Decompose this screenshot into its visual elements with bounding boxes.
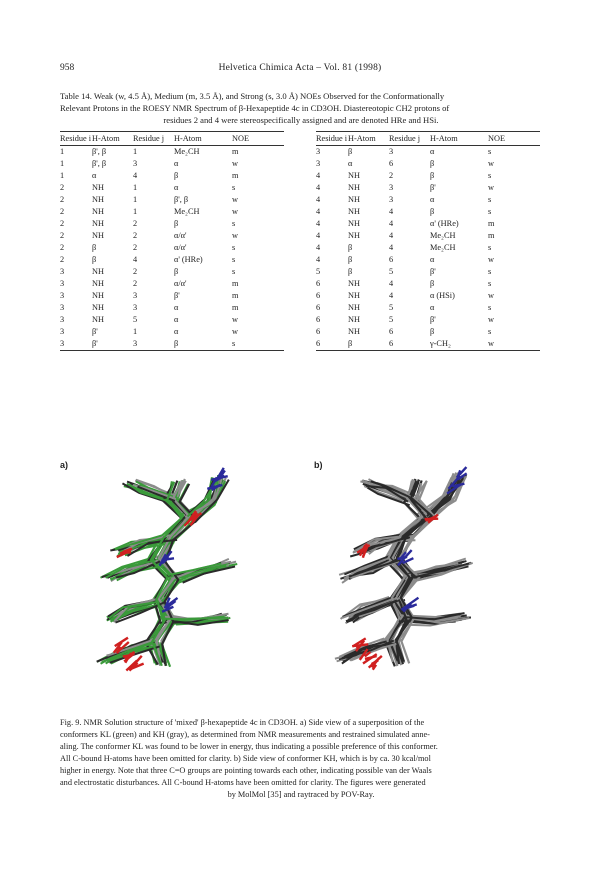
- table-cell: 3: [60, 267, 65, 276]
- figure-label-a: a): [60, 460, 69, 470]
- table-cell: β: [174, 171, 179, 180]
- figure-caption-last-line: by MolMol [35] and raytraced by POV-Ray.: [227, 790, 375, 799]
- table-cell: NH: [348, 219, 360, 228]
- table-cell: 2: [60, 195, 65, 204]
- column-header: Residue j: [389, 134, 421, 143]
- table-row: [60, 266, 284, 278]
- table-row: [316, 314, 540, 326]
- table-row: [316, 338, 540, 350]
- figure-caption-line: All C-bound H-atoms have been omitted for clarity. b) Side view of conformer KH, which is by ca. 30 kcal/mol: [60, 754, 431, 763]
- table-cell: w: [488, 291, 494, 300]
- table-cell: 1: [133, 195, 138, 204]
- table-cell: 1: [133, 207, 138, 216]
- table-cell: 1: [133, 147, 138, 156]
- table-cell: 2: [133, 231, 138, 240]
- table-cell: s: [488, 243, 492, 252]
- table-cell: α (HSi): [430, 291, 455, 300]
- table-row: [60, 290, 284, 302]
- table-cell: NH: [348, 303, 360, 312]
- table-cell: α: [92, 171, 97, 180]
- table-cell: NH: [92, 315, 104, 324]
- table-cell: 3: [389, 147, 394, 156]
- molecule-structure-b: [300, 460, 496, 680]
- table-cell: s: [488, 171, 492, 180]
- table-cell: 2: [60, 255, 65, 264]
- table-cell: α/α': [174, 279, 187, 288]
- table-cell: w: [488, 255, 494, 264]
- table-cell: 2: [389, 171, 394, 180]
- table-row: [60, 230, 284, 242]
- table-row: [60, 146, 284, 158]
- table-cell: β': [174, 291, 180, 300]
- table-cell: 2: [133, 219, 138, 228]
- figure-caption-line: conformers KL (green) and KH (gray), as determined from NMR measurements and restrained simulated anne-: [60, 730, 430, 739]
- table-cell: 5: [133, 315, 138, 324]
- table-row: [316, 302, 540, 314]
- table-cell: β: [348, 243, 353, 252]
- table-row: [316, 254, 540, 266]
- table-cell: α/α': [174, 243, 187, 252]
- table-row: [316, 290, 540, 302]
- table-cell: 3: [133, 159, 138, 168]
- table-row: [316, 242, 540, 254]
- table-cell: 3: [60, 303, 65, 312]
- figure-caption-line: higher in energy. Note that three C=O groups are pointing towards each other, indicating possible van der Waals: [60, 766, 432, 775]
- table-cell: 3: [60, 339, 65, 348]
- table-cell: 2: [60, 231, 65, 240]
- table-cell: 4: [389, 291, 394, 300]
- table-row: [60, 194, 284, 206]
- table-cell: 5: [389, 267, 394, 276]
- table-cell: w: [488, 183, 494, 192]
- table-cell: 4: [389, 219, 394, 228]
- table-row: [316, 218, 540, 230]
- table-cell: 5: [316, 267, 321, 276]
- table-bottom-rule: [60, 350, 284, 351]
- table-cell: β': [92, 339, 98, 348]
- table-row: [60, 254, 284, 266]
- table-cell: 2: [133, 243, 138, 252]
- figure-panel-b: [300, 460, 496, 680]
- table-cell: NH: [92, 219, 104, 228]
- table-cell: w: [488, 315, 494, 324]
- table-row: [60, 182, 284, 194]
- table-row: [316, 182, 540, 194]
- table-cell: s: [488, 207, 492, 216]
- table-row: [316, 266, 540, 278]
- table-cell: 1: [60, 171, 65, 180]
- table-cell: s: [488, 279, 492, 288]
- table-cell: s: [232, 255, 236, 264]
- table-cell: w: [232, 207, 238, 216]
- table-cell: NH: [92, 303, 104, 312]
- table-caption-line-1: Table 14. Weak (w, 4.5 Å), Medium (m, 3.5 Å), and Strong (s, 3.0 Å) NOEs Observed for the Conformationally: [60, 91, 445, 101]
- table-cell: s: [232, 219, 236, 228]
- table-row: [316, 230, 540, 242]
- table-cell: 4: [316, 207, 321, 216]
- table-cell: m: [488, 231, 495, 240]
- table-cell: β: [348, 339, 353, 348]
- table-cell: 2: [60, 183, 65, 192]
- column-header: NOE: [488, 134, 506, 143]
- table-cell: 4: [316, 243, 321, 252]
- table-cell: 4: [316, 255, 321, 264]
- table-cell: m: [232, 303, 239, 312]
- table-cell: 4: [316, 183, 321, 192]
- table-cell: NH: [92, 291, 104, 300]
- table-cell: 6: [316, 303, 321, 312]
- table-cell: 3: [389, 183, 394, 192]
- table-cell: 4: [133, 255, 138, 264]
- table-row: [60, 170, 284, 182]
- table-cell: β': [92, 327, 98, 336]
- column-header: Residue i: [60, 134, 92, 143]
- table-cell: β: [174, 339, 179, 348]
- table-row: [316, 194, 540, 206]
- table-cell: 1: [60, 147, 65, 156]
- table-cell: α: [348, 159, 353, 168]
- table-cell: 4: [389, 279, 394, 288]
- table-cell: m: [232, 147, 239, 156]
- table-row: [316, 158, 540, 170]
- table-cell: m: [232, 291, 239, 300]
- table-cell: β: [92, 243, 97, 252]
- table-cell: β', β: [92, 159, 107, 168]
- table-cell: Me₂CH: [174, 147, 200, 156]
- journal-title: Helvetica Chimica Acta – Vol. 81 (1998): [218, 63, 382, 73]
- table-row: [316, 146, 540, 158]
- table-row: [60, 326, 284, 338]
- table-cell: NH: [92, 267, 104, 276]
- table-row: [316, 326, 540, 338]
- table-header-row: [316, 132, 540, 145]
- table-cell: β: [430, 279, 435, 288]
- table-cell: 6: [316, 339, 321, 348]
- table-cell: 6: [389, 255, 394, 264]
- table-row: [316, 206, 540, 218]
- table-cell: m: [488, 219, 495, 228]
- table-cell: s: [488, 327, 492, 336]
- table-cell: 3: [133, 339, 138, 348]
- table-row: [316, 170, 540, 182]
- table-cell: Me₂CH: [430, 231, 456, 240]
- table-cell: Me₂CH: [430, 243, 456, 252]
- table-cell: β: [92, 255, 97, 264]
- table-cell: w: [488, 159, 494, 168]
- column-header: Residue i: [316, 134, 348, 143]
- table-cell: 3: [60, 279, 65, 288]
- figure-caption: [60, 717, 542, 801]
- table-cell: α: [174, 327, 179, 336]
- noe-table-left: [60, 131, 284, 351]
- table-cell: s: [232, 183, 236, 192]
- table-cell: 6: [389, 339, 394, 348]
- table-cell: w: [488, 339, 494, 348]
- table-cell: α: [174, 159, 179, 168]
- noe-table-right: [316, 131, 540, 351]
- table-row: [316, 278, 540, 290]
- table-cell: w: [232, 159, 238, 168]
- table-cell: 3: [133, 291, 138, 300]
- column-header: H-Atom: [92, 134, 120, 143]
- table-cell: β: [430, 159, 435, 168]
- table-cell: 2: [60, 219, 65, 228]
- table-cell: α: [430, 303, 435, 312]
- table-cell: NH: [348, 315, 360, 324]
- table-row: [60, 278, 284, 290]
- table-cell: m: [232, 171, 239, 180]
- table-row: [60, 302, 284, 314]
- page-number: 958: [60, 63, 75, 73]
- table-cell: NH: [348, 279, 360, 288]
- table-caption-line-2: Relevant Protons in the ROESY NMR Spectrum of β-Hexapeptide 4c in CD3OH. Diastereotopic CH2 protons of: [60, 103, 450, 113]
- figure-caption-line: aling. The conformer KL was found to be lower in energy, thus indicating a possible preference of this conformer.: [60, 742, 438, 751]
- table-cell: 4: [316, 219, 321, 228]
- table-cell: β: [348, 267, 353, 276]
- table-cell: s: [488, 267, 492, 276]
- table-row: [60, 242, 284, 254]
- table-cell: NH: [92, 183, 104, 192]
- table-cell: w: [232, 315, 238, 324]
- table-cell: 4: [133, 171, 138, 180]
- column-header: H-Atom: [174, 134, 202, 143]
- table-cell: NH: [92, 279, 104, 288]
- table-cell: 3: [133, 303, 138, 312]
- table-caption-line-3: residues 2 and 4 were stereospecifically assigned and are denoted HRe and HSi.: [163, 115, 439, 125]
- table-row: [60, 206, 284, 218]
- table-cell: 3: [60, 315, 65, 324]
- molecule-structure-a: [60, 460, 256, 680]
- table-row: [60, 218, 284, 230]
- table-cell: NH: [92, 207, 104, 216]
- table-cell: w: [232, 195, 238, 204]
- table-cell: w: [232, 231, 238, 240]
- table-cell: β', β: [174, 195, 189, 204]
- table-cell: α' (HRe): [430, 219, 459, 228]
- table-cell: β': [430, 315, 436, 324]
- table-cell: s: [232, 339, 236, 348]
- figure-caption-line: and electrostatic disturbances. All C-bound H-atoms have been omitted for clarity. The figures were generated: [60, 778, 426, 787]
- table-cell: NH: [348, 327, 360, 336]
- table-cell: w: [232, 327, 238, 336]
- page-header: [60, 63, 540, 77]
- table-cell: β: [174, 267, 179, 276]
- table-cell: 4: [316, 195, 321, 204]
- table-row: [60, 158, 284, 170]
- table-cell: 2: [60, 207, 65, 216]
- table-cell: s: [232, 243, 236, 252]
- table-cell: β: [430, 327, 435, 336]
- figure-caption-line: Fig. 9. NMR Solution structure of 'mixed' β-hexapeptide 4c in CD3OH. a) Side view of a superposition of the: [60, 718, 425, 727]
- table-cell: 6: [389, 159, 394, 168]
- figure-label-b: b): [314, 460, 323, 470]
- table-cell: 4: [389, 207, 394, 216]
- table-cell: NH: [348, 183, 360, 192]
- table-cell: 1: [133, 327, 138, 336]
- table-cell: β: [430, 207, 435, 216]
- table-cell: s: [232, 267, 236, 276]
- table-cell: β: [430, 171, 435, 180]
- table-header-row: [60, 132, 284, 145]
- table-cell: α: [430, 255, 435, 264]
- table-cell: 5: [389, 303, 394, 312]
- table-cell: β', β: [92, 147, 107, 156]
- table-cell: NH: [348, 171, 360, 180]
- table-caption: [60, 90, 542, 126]
- table-cell: 1: [60, 159, 65, 168]
- table-cell: 2: [60, 243, 65, 252]
- table-cell: 4: [316, 171, 321, 180]
- table-cell: 2: [133, 279, 138, 288]
- table-cell: 4: [389, 231, 394, 240]
- table-row: [60, 314, 284, 326]
- table-cell: 6: [316, 291, 321, 300]
- table-cell: β: [348, 147, 353, 156]
- column-header: Residue j: [133, 134, 165, 143]
- table-cell: 1: [133, 183, 138, 192]
- table-cell: 6: [389, 327, 394, 336]
- table-cell: 3: [60, 327, 65, 336]
- table-cell: 3: [316, 159, 321, 168]
- table-cell: α' (HRe): [174, 255, 203, 264]
- table-cell: α: [174, 303, 179, 312]
- column-header: H-Atom: [348, 134, 376, 143]
- table-cell: 3: [389, 195, 394, 204]
- table-cell: m: [232, 279, 239, 288]
- column-header: H-Atom: [430, 134, 458, 143]
- table-cell: β': [430, 183, 436, 192]
- table-cell: 3: [60, 291, 65, 300]
- table-cell: 5: [389, 315, 394, 324]
- table-bottom-rule: [316, 350, 540, 351]
- table-cell: s: [488, 303, 492, 312]
- table-cell: 4: [316, 231, 321, 240]
- table-cell: α: [174, 183, 179, 192]
- table-cell: NH: [348, 195, 360, 204]
- table-cell: α: [174, 315, 179, 324]
- table-row: [60, 338, 284, 350]
- figure-panel-a: [60, 460, 256, 680]
- table-cell: 4: [389, 243, 394, 252]
- table-cell: 6: [316, 315, 321, 324]
- table-cell: NH: [348, 291, 360, 300]
- table-cell: s: [488, 195, 492, 204]
- table-cell: α: [430, 195, 435, 204]
- table-cell: Me₂CH: [174, 207, 200, 216]
- table-cell: β': [430, 267, 436, 276]
- column-header: NOE: [232, 134, 250, 143]
- table-cell: 6: [316, 327, 321, 336]
- table-cell: α: [430, 147, 435, 156]
- table-cell: NH: [348, 231, 360, 240]
- table-cell: 6: [316, 279, 321, 288]
- table-cell: β: [348, 255, 353, 264]
- table-cell: NH: [92, 195, 104, 204]
- table-cell: 3: [316, 147, 321, 156]
- table-cell: NH: [92, 231, 104, 240]
- table-cell: β: [174, 219, 179, 228]
- table-cell: s: [488, 147, 492, 156]
- table-cell: γ-CH₂: [430, 339, 451, 348]
- table-cell: 2: [133, 267, 138, 276]
- table-cell: NH: [348, 207, 360, 216]
- table-cell: α/α': [174, 231, 187, 240]
